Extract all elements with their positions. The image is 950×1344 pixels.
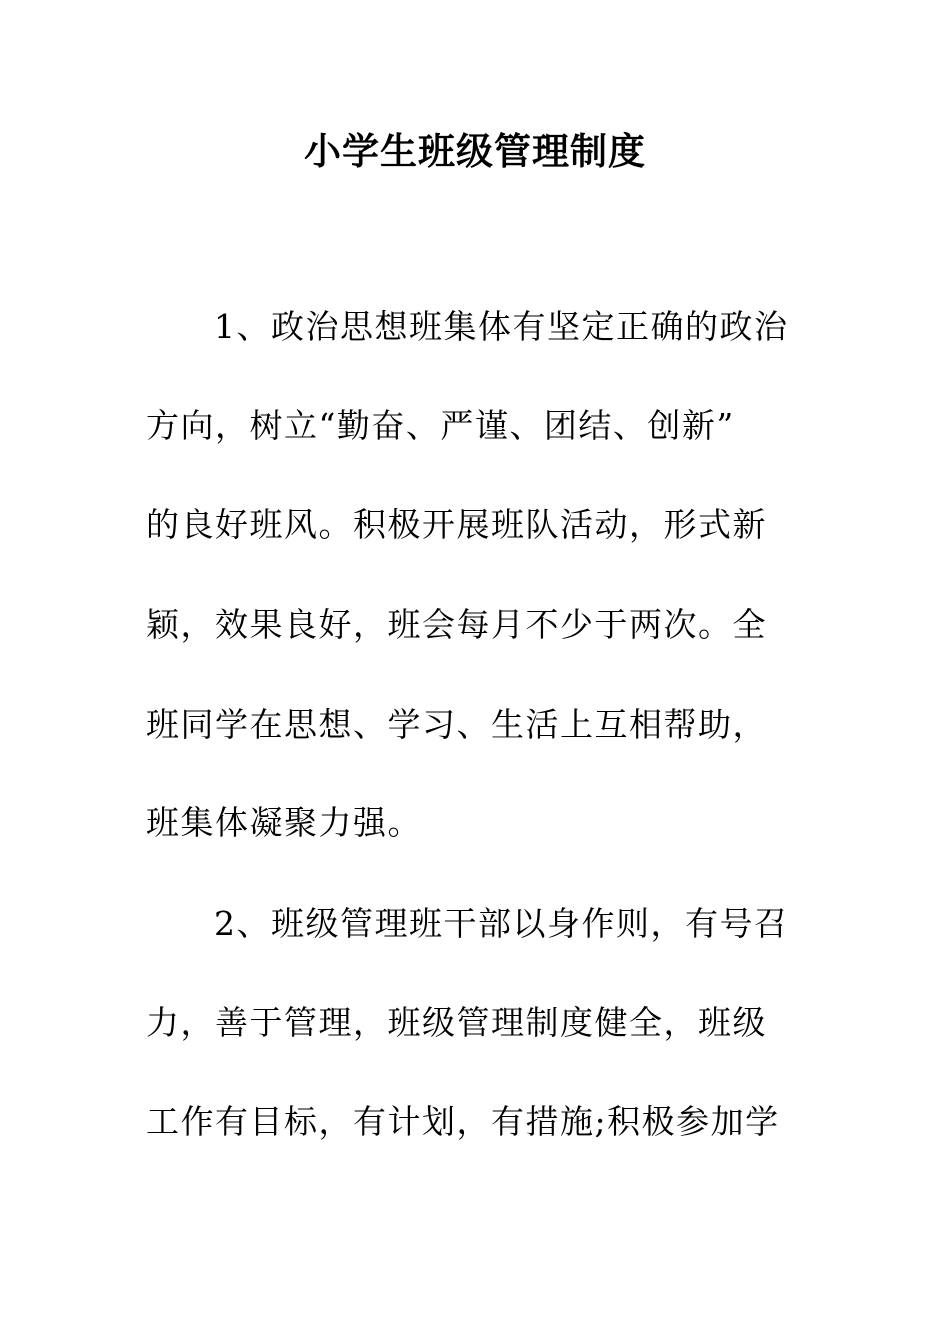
paragraph-1-line-6: 班集体凝聚力强。 bbox=[146, 803, 422, 842]
paragraph-2-line-2: 力，善于管理，班级管理制度健全，班级 bbox=[146, 1003, 767, 1042]
paragraph-2-line-1: 2、班级管理班干部以身作则，有号召 bbox=[214, 904, 789, 943]
paragraph-1-line-1: 1、政治思想班集体有坚定正确的政治 bbox=[214, 307, 789, 346]
paragraph-1-line-5: 班同学在思想、学习、生活上互相帮助， bbox=[146, 705, 767, 744]
paragraph-1-line-3: 的良好班风。积极开展班队活动，形式新 bbox=[146, 505, 767, 544]
paragraph-2-line-3: 工作有目标，有计划，有措施;积极参加学 bbox=[146, 1102, 780, 1141]
paragraph-1-line-4: 颖，效果良好，班会每月不少于两次。全 bbox=[146, 605, 767, 644]
paragraph-1-line-2: 方向，树立“勤奋、严谨、团结、创新” bbox=[146, 406, 735, 445]
document-title: 小学生班级管理制度 bbox=[304, 130, 646, 173]
